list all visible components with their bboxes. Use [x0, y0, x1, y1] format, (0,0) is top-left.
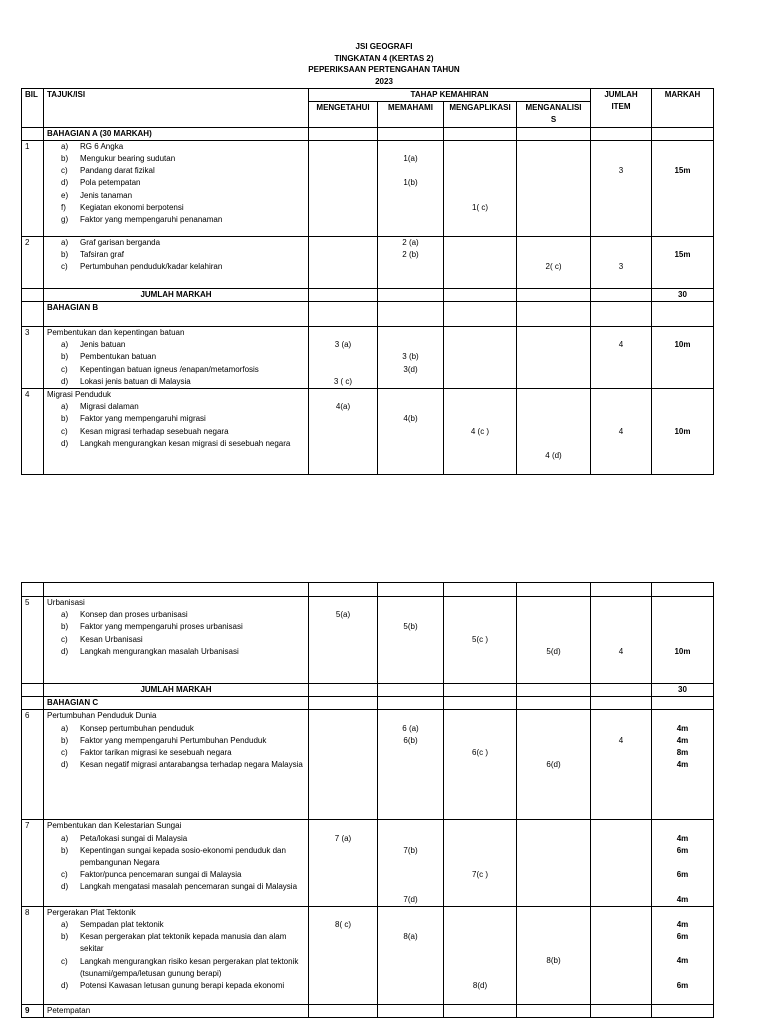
topic-2: a) Graf garisan berganda b) Tafsiran graf c) Pertumbuhan penduduk/kadar kelahiran [44, 236, 309, 288]
menganalisis-5: 5(d) [517, 597, 591, 684]
jumlah-item-header: JUMLAH ITEM [591, 89, 652, 128]
bil-7: 7 [22, 820, 44, 906]
mengaplikasi-6: 6(c ) [444, 710, 517, 820]
bil-5: 5 [22, 597, 44, 684]
mengaplikasi-header: MENGAPLIKASI [444, 102, 517, 127]
mengetahui-header: MENGETAHUI [309, 102, 378, 127]
question-row-9 [22, 1004, 714, 1017]
section-a-label: BAHAGIAN A (30 MARKAH) [44, 127, 309, 140]
mengetahui-7: 7 (a) [309, 820, 378, 906]
markah-2: 15m [652, 236, 714, 288]
jumlah-markah-row-b [22, 684, 714, 697]
markah-5: 10m [652, 597, 714, 684]
section-row-c [22, 697, 714, 710]
markah-3: 10m [652, 327, 714, 389]
menganalisis-4: 4 (d) [517, 389, 591, 475]
memahami-5: 5(b) [378, 597, 444, 684]
topic-6: Pertumbuhan Penduduk Dunia a) Konsep pertumbuhan penduduk b) Faktor yang mempengaruhi Pertumbuhan Penduduk c) Faktor tarikan migrasi ke sesebuah negara d) Kesan negatif migrasi antarabangsa terhadap negara Malaysia [44, 710, 309, 820]
topic-9: Petempatan [44, 1004, 309, 1017]
section-row-a [22, 127, 714, 140]
mengetahui-8: 8( c) [309, 906, 378, 1004]
bil-9: 9 [22, 1004, 44, 1017]
jumlah-markah-row-a [22, 288, 714, 301]
memahami-6: 6 (a) 6(b) [378, 710, 444, 820]
bil-8: 8 [22, 906, 44, 1004]
bil-3: 3 [22, 327, 44, 389]
memahami-4: 4(b) [378, 389, 444, 475]
memahami-1: 1(a) 1(b) [378, 140, 444, 236]
markah-header: MARKAH [652, 89, 714, 128]
mengetahui-5: 5(a) [309, 597, 378, 684]
bil-2: 2 [22, 236, 44, 288]
header-line-4: 2023 [375, 76, 393, 86]
topic-1: a) RG 6 Angka b) Mengukur bearing sudutan c) Pandang darat fizikal d) Pola petempatan e) Jenis tanaman f) Kegiatan ekonomi berpotensi g) Faktor yang mempengaruhi penanaman [44, 140, 309, 236]
jumlah-markah-total-a: 30 [652, 288, 714, 301]
question-row-4 [22, 389, 714, 475]
section-b-label: BAHAGIAN B [44, 302, 309, 327]
markah-4: 10m [652, 389, 714, 475]
memahami-2: 2 (a) 2 (b) [378, 236, 444, 288]
header-line-2: TINGKATAN 4 (KERTAS 2) [334, 53, 434, 63]
memahami-header: MEMAHAMI [378, 102, 444, 127]
bil-header: BIL [22, 89, 44, 128]
section-row-b [22, 302, 714, 327]
mengaplikasi-8: 8(d) [444, 906, 517, 1004]
tahap-kemahiran-header: TAHAP KEMAHIRAN [309, 89, 591, 102]
menganalisis-2: 2( c) [517, 236, 591, 288]
memahami-8: 8(a) [378, 906, 444, 1004]
topic-5: Urbanisasi a) Konsep dan proses urbanisasi b) Faktor yang mempengaruhi proses urbanisasi c) Kesan Urbanisasi d) Langkah mengurangkan masalah Urbanisasi [44, 597, 309, 684]
header-line-1: JSI GEOGRAFI [355, 42, 413, 51]
jumlah-markah-total-b: 30 [652, 684, 714, 697]
question-row-6 [22, 710, 714, 820]
question-row-3 [22, 327, 714, 389]
jumlah-4: 4 [591, 389, 652, 475]
jsi-table-page-1 [21, 88, 714, 475]
mengaplikasi-1: 1( c) [444, 140, 517, 236]
menganalisis-6: 6(d) [517, 710, 591, 820]
header-row-1 [22, 89, 714, 102]
menganalisis-header: MENGANALISI S [517, 102, 591, 127]
mengaplikasi-4: 4 (c ) [444, 389, 517, 475]
mengetahui-4: 4(a) [309, 389, 378, 475]
question-row-2 [22, 236, 714, 288]
markah-1: 15m [652, 140, 714, 236]
jumlah-3: 4 [591, 327, 652, 389]
section-c-label: BAHAGIAN C [44, 697, 309, 710]
tajuk-header: TAJUK/ISI [44, 89, 309, 128]
header-line-3: PEPERIKSAAN PERTENGAHAN TAHUN [308, 65, 460, 74]
memahami-7: 7(b) 7(d) [378, 820, 444, 906]
topic-8: Pergerakan Plat Tektonik a) Sempadan plat tektonik b) Kesan pergerakan plat tektonik kepada manusia dan alam sekitar c) Langkah mengurangkan risiko kesan pergerakan plat tektonik (tsunami/gempa/letusan gunung berapi) d) Potensi Kawasan letusan gunung berapi kepada ekonomi [44, 906, 309, 1004]
mengaplikasi-5: 5(c ) [444, 597, 517, 684]
question-row-5 [22, 597, 714, 684]
markah-6: 4m 4m 8m 4m [652, 710, 714, 820]
topic-3: Pembentukan dan kepentingan batuan a) Jenis batuan b) Pembentukan batuan c) Kepentingan batuan igneus /enapan/metamorfosis d) Lokasi jenis batuan di Malaysia [44, 327, 309, 389]
blank-row [22, 583, 714, 597]
markah-7: 4m 6m 6m 4m [652, 820, 714, 906]
jumlah-1: 3 [591, 140, 652, 236]
bil-1: 1 [22, 140, 44, 236]
question-row-1 [22, 140, 714, 236]
memahami-3: 3 (b) 3(d) [378, 327, 444, 389]
document-header [0, 41, 768, 87]
jumlah-2: 3 [591, 236, 652, 288]
mengaplikasi-7: 7(c ) [444, 820, 517, 906]
topic-7: Pembentukan dan Kelestarian Sungai a) Peta/lokasi sungai di Malaysia b) Kepentingan sungai kepada sosio-ekonomi penduduk dan pembangunan Negara c) Faktor/punca pencemaran sungai di Malaysia d) Langkah mengatasi masalah pencemaran sungai di Malaysia [44, 820, 309, 906]
mengetahui-3: 3 (a) 3 ( c) [309, 327, 378, 389]
markah-8: 4m 6m 4m 6m [652, 906, 714, 1004]
menganalisis-8: 8(b) [517, 906, 591, 1004]
topic-4: Migrasi Penduduk a) Migrasi dalaman b) Faktor yang mempengaruhi migrasi c) Kesan migrasi terhadap sesebuah negara d) Langkah mengurangkan kesan migrasi di sesebuah negara [44, 389, 309, 475]
question-row-8 [22, 906, 714, 1004]
jumlah-markah-label-b: JUMLAH MARKAH [44, 684, 309, 697]
jsi-table-page-2 [21, 582, 714, 1018]
jumlah-6: 4 [591, 710, 652, 820]
question-row-7 [22, 820, 714, 906]
jumlah-5: 4 [591, 597, 652, 684]
bil-6: 6 [22, 710, 44, 820]
bil-4: 4 [22, 389, 44, 475]
jumlah-markah-label-a: JUMLAH MARKAH [44, 288, 309, 301]
